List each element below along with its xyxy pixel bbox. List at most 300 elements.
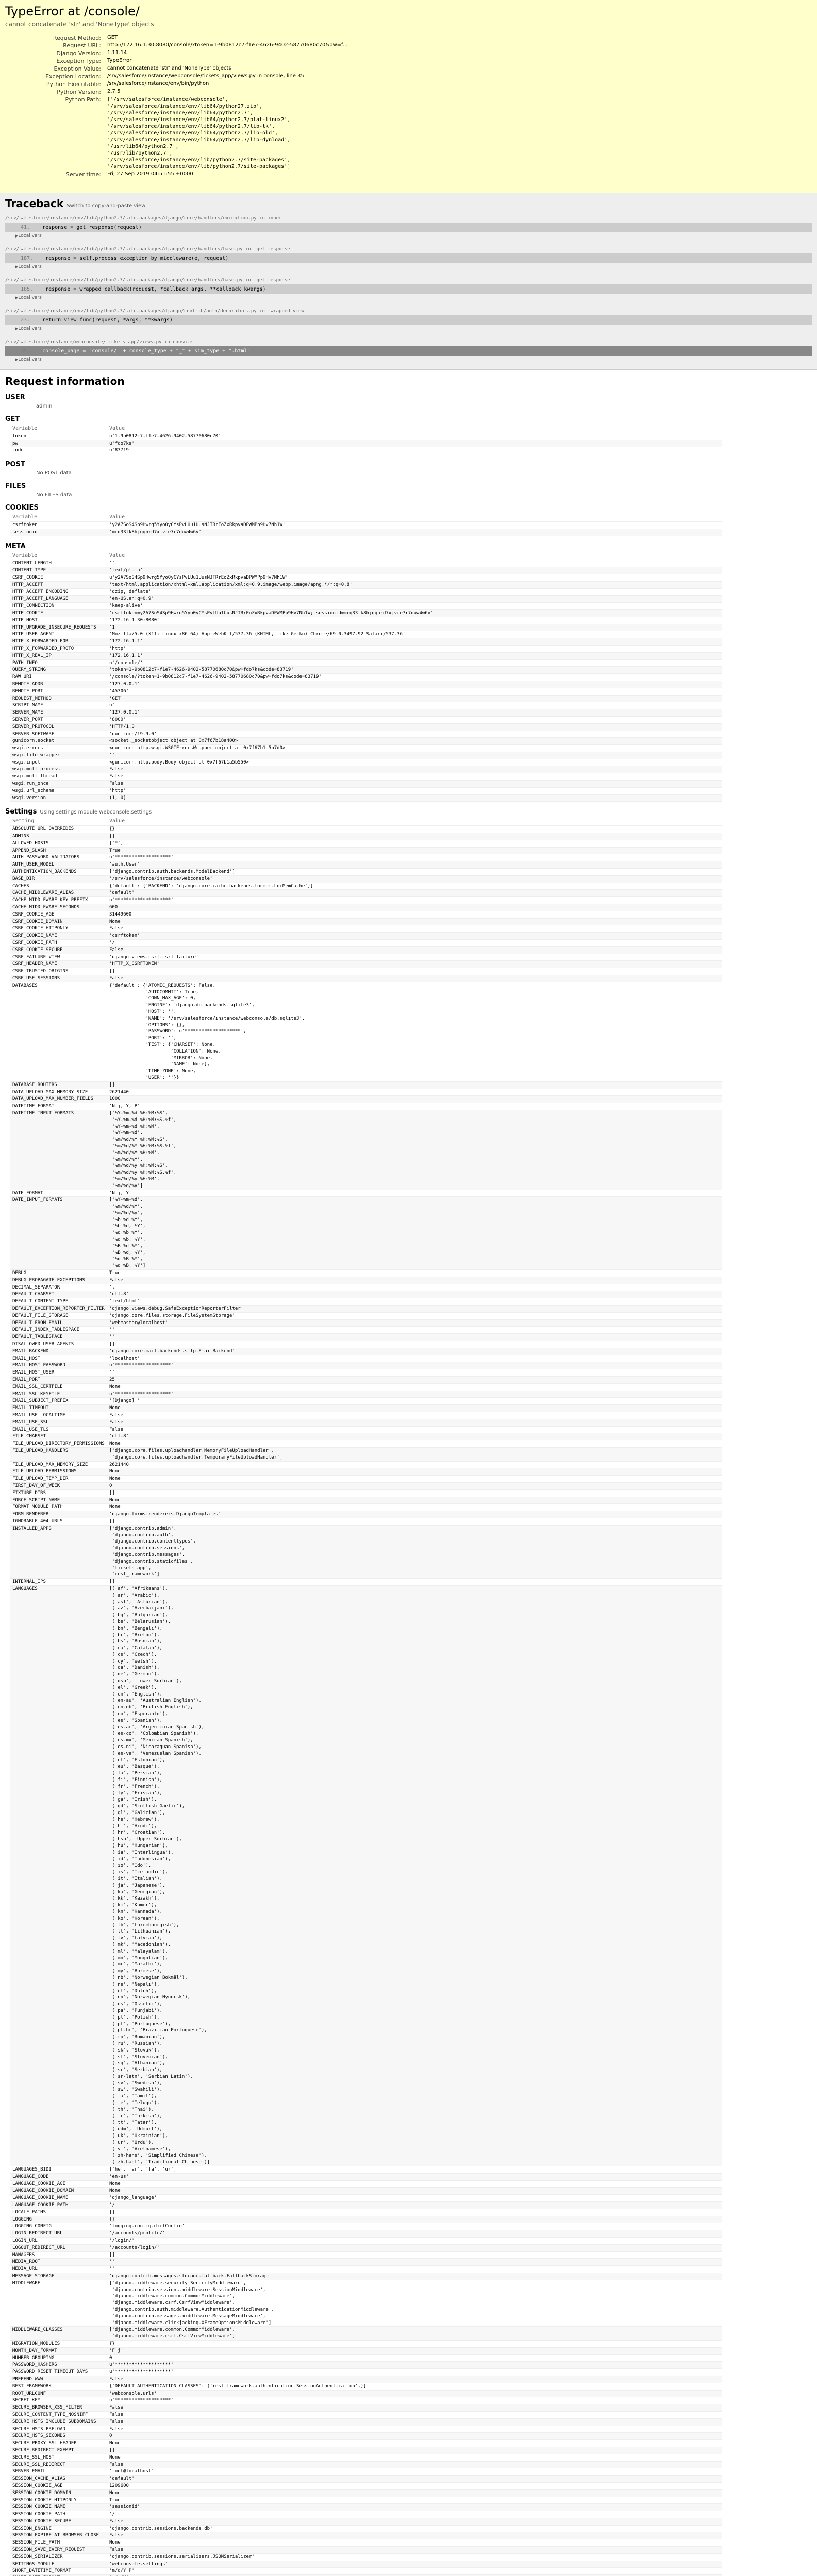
variable-name: EMAIL_HOST_PASSWORD xyxy=(10,1362,107,1369)
table-row xyxy=(10,1298,722,1306)
python-path-entry: '/srv/salesforce/instance/env/lib64/python2.7/lib-old', xyxy=(107,130,278,136)
meta-key: Python Version: xyxy=(57,89,101,95)
table-row xyxy=(10,2447,722,2454)
variable-name: SESSION_COOKIE_DOMAIN xyxy=(10,2489,107,2497)
variable-name: HTTP_UPGRADE_INSECURE_REQUESTS xyxy=(10,624,107,631)
variable-value: None xyxy=(107,2440,722,2447)
variable-value: '8000' xyxy=(107,716,722,723)
table-row xyxy=(10,2188,722,2195)
variable-name: INTERNAL_IPS xyxy=(10,1579,107,1586)
table-row xyxy=(10,2195,722,2202)
variable-value: ['*'] xyxy=(107,840,722,847)
variable-name: CSRF_FAILURE_VIEW xyxy=(10,954,107,961)
summary-meta-row xyxy=(10,171,351,178)
table-row xyxy=(10,1110,722,1190)
summary-meta-row xyxy=(10,88,351,96)
variable-name: EMAIL_BACKEND xyxy=(10,1348,107,1355)
variable-value: '/' xyxy=(107,940,722,947)
variable-name: SECURE_HSTS_INCLUDE_SUBDOMAINS xyxy=(10,2418,107,2426)
table-row xyxy=(10,826,722,833)
variable-name: REQUEST_METHOD xyxy=(10,695,107,702)
variable-value: 'csrftoken' xyxy=(107,933,722,940)
traceback-frame xyxy=(5,244,812,272)
line-number: 35. xyxy=(21,348,30,354)
variable-name: EMAIL_SUBJECT_PREFIX xyxy=(10,1398,107,1405)
variable-name: LOGOUT_REDIRECT_URL xyxy=(10,2244,107,2251)
table-row xyxy=(10,787,722,794)
variable-value: 'y2A7SoS4Sp9Hwrg5Yyo0yCYsPvLUu1UusNJTRrEoZxRkpvaDPWMPp9Hv7Nh1W' xyxy=(107,521,722,529)
meta-value: 1.11.14 xyxy=(107,50,127,56)
table-row xyxy=(10,1355,722,1362)
variable-name: ADMINS xyxy=(10,833,107,840)
variable-value: False xyxy=(107,766,722,773)
table-row xyxy=(10,2411,722,2418)
variable-name: CACHE_MIDDLEWARE_ALIAS xyxy=(10,890,107,897)
frame-filename: /srv/salesforce/instance/webconsole/tickets_app/views.py in console xyxy=(5,340,193,345)
variable-value: 'django.contrib.sessions.backends.db' xyxy=(107,2525,722,2532)
variable-value: '172.16.1.30:8080' xyxy=(107,617,722,624)
variable-name: SECURE_HSTS_PRELOAD xyxy=(10,2426,107,2433)
variable-value: ['he', 'ar', 'fa', 'ur'] xyxy=(107,2166,722,2174)
table-row xyxy=(10,1089,722,1096)
variable-value: True xyxy=(107,2497,722,2504)
variable-name: DATABASE_ROUTERS xyxy=(10,1081,107,1089)
variable-name: SECURE_PROXY_SSL_HEADER xyxy=(10,2440,107,2447)
variable-name: wsgi.url_scheme xyxy=(10,787,107,794)
table-row xyxy=(10,883,722,890)
variable-name: CSRF_COOKIE_PATH xyxy=(10,940,107,947)
summary-meta-row xyxy=(10,73,351,80)
table-row xyxy=(10,2461,722,2468)
variable-name: EMAIL_USE_SSL xyxy=(10,1419,107,1426)
table-row xyxy=(10,521,722,529)
variable-name: FILE_UPLOAD_MAX_MEMORY_SIZE xyxy=(10,1461,107,1468)
variable-name: DEFAULT_FROM_EMAIL xyxy=(10,1319,107,1327)
table-row xyxy=(10,709,722,717)
variable-value: '' xyxy=(107,752,722,759)
table-row xyxy=(10,723,722,731)
meta-key: Server time: xyxy=(65,171,101,178)
table-row xyxy=(10,447,722,454)
variable-name: REST_FRAMEWORK xyxy=(10,2383,107,2390)
copy-paste-view-link[interactable]: Switch to copy-and-paste view xyxy=(66,203,146,209)
table-row xyxy=(10,1489,722,1497)
variable-name: PASSWORD_RESET_TIMEOUT_DAYS xyxy=(10,2369,107,2376)
variable-name: wsgi.version xyxy=(10,794,107,802)
table-row xyxy=(10,745,722,752)
table-row xyxy=(10,2244,722,2251)
table-row xyxy=(10,1327,722,1334)
table-row xyxy=(10,731,722,738)
variable-value: 'django.core.mail.backends.smtp.EmailBackend' xyxy=(107,1348,722,1355)
local-vars-toggle[interactable]: ▶ Local vars xyxy=(5,294,812,302)
table-row xyxy=(10,2504,722,2511)
variable-name: DATETIME_INPUT_FORMATS xyxy=(10,1110,107,1190)
variable-name: wsgi.errors xyxy=(10,745,107,752)
variable-value: u'83719' xyxy=(107,447,722,454)
variable-name: SESSION_COOKIE_PATH xyxy=(10,2511,107,2518)
python-path-entry: '/srv/salesforce/instance/env/lib64/python2.7/lib-tk', xyxy=(107,124,275,129)
variable-value: '/login/' xyxy=(107,2238,722,2245)
variable-value: u'y2A7SoS4Sp9Hwrg5Yyo0yCYsPvLUu1UusNJTRrEoZxRkpvaDPWMPp9Hv7Nh1W' xyxy=(107,574,722,581)
table-row xyxy=(10,2251,722,2259)
variable-name: wsgi.file_wrapper xyxy=(10,752,107,759)
table-row xyxy=(10,674,722,681)
column-header: Value xyxy=(107,552,722,560)
variable-value: '/srv/salesforce/instance/webconsole' xyxy=(107,875,722,883)
meta-value: GET xyxy=(107,35,118,40)
summary-meta-row xyxy=(10,34,351,42)
variable-value: '1' xyxy=(107,624,722,631)
table-row xyxy=(10,1284,722,1291)
variable-name: MESSAGE_STORAGE xyxy=(10,2273,107,2280)
table-row xyxy=(10,1579,722,1586)
table-row xyxy=(10,2397,722,2404)
variable-value: [] xyxy=(107,1579,722,1586)
table-row xyxy=(10,1377,722,1384)
meta-value: 2.7.5 xyxy=(107,89,121,94)
variable-name: LOGGING_CONFIG xyxy=(10,2223,107,2230)
variable-value: '127.0.0.1' xyxy=(107,709,722,717)
variable-name: MEDIA_URL xyxy=(10,2266,107,2273)
table-row xyxy=(10,904,722,911)
variable-value: 'webconsole.urls' xyxy=(107,2390,722,2397)
meta-table xyxy=(10,552,722,802)
variable-name: LANGUAGE_COOKIE_PATH xyxy=(10,2202,107,2209)
meta-key: Request Method: xyxy=(53,35,101,41)
table-row xyxy=(10,2476,722,2483)
table-row xyxy=(10,1419,722,1426)
table-row xyxy=(10,1334,722,1341)
table-row xyxy=(10,840,722,847)
variable-value: False xyxy=(107,2547,722,2554)
table-row xyxy=(10,2238,722,2245)
variable-name: BASE_DIR xyxy=(10,875,107,883)
variable-value: 'django_language' xyxy=(107,2195,722,2202)
table-row xyxy=(10,2259,722,2266)
table-row xyxy=(10,752,722,759)
table-header-row xyxy=(10,818,722,825)
settings-module-note: Using settings module webconsole.settings xyxy=(40,809,152,816)
table-row xyxy=(10,2561,722,2568)
variable-value: [] xyxy=(107,833,722,840)
variable-value: None xyxy=(107,1440,722,1448)
variable-value: 'GET' xyxy=(107,695,722,702)
variable-value: 'mrq33tk8hjgqnrd7xjvre7r7duw4w6v' xyxy=(107,529,722,536)
local-vars-toggle[interactable]: ▶ Local vars xyxy=(5,263,812,272)
local-vars-toggle[interactable]: ▶ Local vars xyxy=(5,232,812,241)
section-files: FILES xyxy=(5,482,26,490)
local-vars-toggle[interactable]: ▶ Local vars xyxy=(5,325,812,333)
variable-value: '/' xyxy=(107,2511,722,2518)
variable-value: u'fdo7ks' xyxy=(107,440,722,447)
table-row xyxy=(10,2418,722,2426)
variable-value: 'django.core.files.storage.FileSystemStorage' xyxy=(107,1312,722,1319)
table-row xyxy=(10,2230,722,2238)
table-row xyxy=(10,2209,722,2216)
table-header-row xyxy=(10,552,722,560)
table-row xyxy=(10,1426,722,1433)
summary-meta-row xyxy=(10,49,351,57)
variable-name: wsgi.input xyxy=(10,759,107,766)
variable-name: SERVER_EMAIL xyxy=(10,2468,107,2476)
variable-value: False xyxy=(107,975,722,982)
column-header: Variable xyxy=(10,425,107,433)
variable-value: 'webmaster@localhost' xyxy=(107,1319,722,1327)
variable-name: EMAIL_HOST xyxy=(10,1355,107,1362)
python-path-entry: '/srv/salesforce/instance/env/lib64/python2.7/lib-dynload', xyxy=(107,137,291,143)
table-row xyxy=(10,1383,722,1391)
variable-value: 600 xyxy=(107,904,722,911)
table-row xyxy=(10,2347,722,2354)
variable-value: 2621440 xyxy=(107,1089,722,1096)
variable-value: None xyxy=(107,2188,722,2195)
variable-value: u'' xyxy=(107,702,722,709)
variable-name: SECURE_HSTS_SECONDS xyxy=(10,2433,107,2440)
python-path-value xyxy=(104,96,351,171)
variable-name: LANGUAGE_CODE xyxy=(10,2173,107,2180)
variable-value: None xyxy=(107,1405,722,1412)
frame-context-line xyxy=(5,315,812,325)
variable-value: 'http' xyxy=(107,645,722,652)
variable-value: False xyxy=(107,2376,722,2383)
variable-name: DEFAULT_FILE_STORAGE xyxy=(10,1312,107,1319)
cookies-table xyxy=(10,514,722,536)
table-row xyxy=(10,1504,722,1511)
table-row xyxy=(10,2482,722,2489)
table-row xyxy=(10,1319,722,1327)
meta-value: cannot concatenate 'str' and 'NoneType' objects xyxy=(107,65,231,71)
table-row xyxy=(10,854,722,861)
variable-name: wsgi.multithread xyxy=(10,773,107,781)
table-row xyxy=(10,2518,722,2525)
variable-value: False xyxy=(107,1426,722,1433)
section-post: POST xyxy=(5,461,25,469)
local-vars-toggle[interactable]: ▶ Local vars xyxy=(5,356,812,364)
variable-value: [] xyxy=(107,2209,722,2216)
variable-value: 'utf-8' xyxy=(107,1433,722,1440)
table-row xyxy=(10,645,722,652)
variable-name: RAW_URI xyxy=(10,674,107,681)
table-row xyxy=(10,440,722,447)
variable-name: DATE_FORMAT xyxy=(10,1190,107,1197)
meta-key: Django Version: xyxy=(56,50,101,57)
meta-key: Exception Type: xyxy=(56,58,101,64)
variable-value: 'HTTP/1.0' xyxy=(107,723,722,731)
variable-value: 'm/d/Y P' xyxy=(107,2568,722,2575)
table-row xyxy=(10,716,722,723)
table-row xyxy=(10,2532,722,2539)
table-row xyxy=(10,925,722,933)
variable-value: ['django.contrib.auth.backends.ModelBackend'] xyxy=(107,869,722,876)
variable-name: HTTP_HOST xyxy=(10,617,107,624)
column-header: Variable xyxy=(10,552,107,560)
table-row xyxy=(10,617,722,624)
line-number: 185. xyxy=(21,286,34,292)
python-path-entry: '/srv/salesforce/instance/env/lib/python2.7/site-packages', xyxy=(107,157,291,163)
variable-name: HTTP_ACCEPT xyxy=(10,581,107,588)
variable-value: 'django.forms.renderers.DjangoTemplates' xyxy=(107,1511,722,1518)
variable-name: FORCE_SCRIPT_NAME xyxy=(10,1497,107,1504)
table-row xyxy=(10,2568,722,2575)
variable-value: [] xyxy=(107,1081,722,1089)
traceback-frames xyxy=(5,213,812,364)
table-row xyxy=(10,1433,722,1440)
table-header-row xyxy=(10,425,722,433)
table-row xyxy=(10,1312,722,1319)
variable-value: 'en-US,en;q=0.9' xyxy=(107,596,722,603)
variable-name: FORM_RENDERER xyxy=(10,1511,107,1518)
error-summary xyxy=(0,0,817,193)
variable-name: wsgi.multiprocess xyxy=(10,766,107,773)
table-row xyxy=(10,1497,722,1504)
table-row xyxy=(10,766,722,773)
table-row xyxy=(10,1190,722,1197)
variable-value: False xyxy=(107,2426,722,2433)
variable-value: 'logging.config.dictConfig' xyxy=(107,2223,722,2230)
table-row xyxy=(10,1525,722,1578)
request-information xyxy=(0,370,817,2576)
variable-value: u'********************' xyxy=(107,854,722,861)
variable-name: REMOTE_PORT xyxy=(10,688,107,695)
table-row xyxy=(10,2440,722,2447)
variable-value: False xyxy=(107,2411,722,2418)
variable-value: 25 xyxy=(107,1377,722,1384)
table-row xyxy=(10,2511,722,2518)
variable-value: False xyxy=(107,2418,722,2426)
meta-key: Exception Value: xyxy=(54,65,101,72)
variable-value: '[Django] ' xyxy=(107,1398,722,1405)
table-row xyxy=(10,2547,722,2554)
variable-value: 'en-us' xyxy=(107,2173,722,2180)
variable-name: EMAIL_SSL_KEYFILE xyxy=(10,1391,107,1398)
variable-name: CACHES xyxy=(10,883,107,890)
variable-name: PREPEND_WWW xyxy=(10,2376,107,2383)
variable-value: 1209600 xyxy=(107,2482,722,2489)
table-row xyxy=(10,1306,722,1313)
table-row xyxy=(10,1476,722,1483)
line-number: 23. xyxy=(21,317,30,323)
table-row xyxy=(10,911,722,918)
table-row xyxy=(10,1197,722,1270)
section-cookies: COOKIES xyxy=(5,504,39,512)
frame-context-line xyxy=(5,223,812,232)
table-row xyxy=(10,2468,722,2476)
variable-value: 'django.contrib.sessions.serializers.JSONSerializer' xyxy=(107,2553,722,2561)
variable-name: HTTP_ACCEPT_ENCODING xyxy=(10,588,107,596)
table-row xyxy=(10,833,722,840)
table-row xyxy=(10,2553,722,2561)
variable-name: EMAIL_USE_LOCALTIME xyxy=(10,1412,107,1419)
variable-name: DATA_UPLOAD_MAX_NUMBER_FIELDS xyxy=(10,1096,107,1103)
variable-value: 'sessionid' xyxy=(107,2504,722,2511)
table-row xyxy=(10,695,722,702)
summary-meta-row xyxy=(10,42,351,49)
table-row xyxy=(10,529,722,536)
table-row xyxy=(10,1362,722,1369)
table-row xyxy=(10,2362,722,2369)
table-row xyxy=(10,609,722,617)
variable-name: LOGIN_URL xyxy=(10,2238,107,2245)
variable-value: False xyxy=(107,2461,722,2468)
variable-name: CSRF_COOKIE_DOMAIN xyxy=(10,918,107,925)
variable-value: [] xyxy=(107,968,722,975)
variable-name: SECURE_SSL_HOST xyxy=(10,2454,107,2461)
variable-name: CSRF_USE_SESSIONS xyxy=(10,975,107,982)
variable-value: '' xyxy=(107,2259,722,2266)
table-row xyxy=(10,688,722,695)
meta-value: /srv/salesforce/instance/env/bin/python xyxy=(107,81,209,87)
variable-name: LANGUAGES_BIDI xyxy=(10,2166,107,2174)
table-row xyxy=(10,940,722,947)
column-header: Value xyxy=(107,425,722,433)
variable-name: PASSWORD_HASHERS xyxy=(10,2362,107,2369)
variable-value: u'********************' xyxy=(107,1362,722,1369)
variable-name: SERVER_SOFTWARE xyxy=(10,731,107,738)
variable-name: CSRF_COOKIE_NAME xyxy=(10,933,107,940)
variable-value: False xyxy=(107,2518,722,2525)
table-row xyxy=(10,2354,722,2362)
variable-name: DATE_INPUT_FORMATS xyxy=(10,1197,107,1270)
variable-name: MEDIA_ROOT xyxy=(10,2259,107,2266)
variable-name: sessionid xyxy=(10,529,107,536)
variable-value: {} xyxy=(107,826,722,833)
table-row xyxy=(10,581,722,588)
variable-name: SERVER_NAME xyxy=(10,709,107,717)
table-row xyxy=(10,759,722,766)
variable-value: '' xyxy=(107,1369,722,1377)
section-settings xyxy=(5,808,812,816)
variable-name: FILE_UPLOAD_HANDLERS xyxy=(10,1447,107,1461)
table-row xyxy=(10,2202,722,2209)
variable-value: None xyxy=(107,918,722,925)
python-path-entry: '/srv/salesforce/instance/env/lib64/python27.zip', xyxy=(107,104,263,109)
table-row xyxy=(10,1348,722,1355)
table-row xyxy=(10,946,722,954)
table-row xyxy=(10,1291,722,1298)
table-row xyxy=(10,1391,722,1398)
variable-name: HTTP_USER_AGENT xyxy=(10,631,107,638)
section-user: USER xyxy=(5,394,25,401)
table-row xyxy=(10,2454,722,2461)
variable-name: pw xyxy=(10,440,107,447)
variable-value: ['django.middleware.common.CommonMiddleware', 'django.middleware.csrf.CsrfViewMiddleware'] xyxy=(107,2327,722,2341)
table-row xyxy=(10,638,722,646)
traceback-frame xyxy=(5,213,812,241)
variable-name: CSRF_HEADER_NAME xyxy=(10,961,107,968)
variable-value: {} xyxy=(107,2340,722,2347)
variable-value: u'********************' xyxy=(107,1391,722,1398)
summary-meta-row xyxy=(10,57,351,65)
variable-name: FORMAT_MODULE_PATH xyxy=(10,1504,107,1511)
exception-value: cannot concatenate 'str' and 'NoneType' objects xyxy=(5,21,154,28)
variable-name: CONTENT_TYPE xyxy=(10,567,107,574)
table-row xyxy=(10,875,722,883)
variable-name: DEBUG_PROPAGATE_EXCEPTIONS xyxy=(10,1277,107,1284)
variable-value: u'********************' xyxy=(107,897,722,904)
table-row xyxy=(10,588,722,596)
variable-name: csrftoken xyxy=(10,521,107,529)
summary-meta-row xyxy=(10,96,351,171)
variable-value: '' xyxy=(107,1334,722,1341)
variable-value: True xyxy=(107,1270,722,1277)
python-path-entry: '/srv/salesforce/instance/env/lib64/python2.7', xyxy=(107,110,253,116)
python-path-entry: '/srv/salesforce/instance/env/lib/python2.7/site-packages'] xyxy=(107,164,291,170)
settings-heading: Settings xyxy=(5,808,37,816)
table-row xyxy=(10,1447,722,1461)
frame-filename: /srv/salesforce/instance/env/lib/python2.7/site-packages/django/core/handlers/exception.py in inner xyxy=(5,216,282,221)
variable-value: None xyxy=(107,1383,722,1391)
